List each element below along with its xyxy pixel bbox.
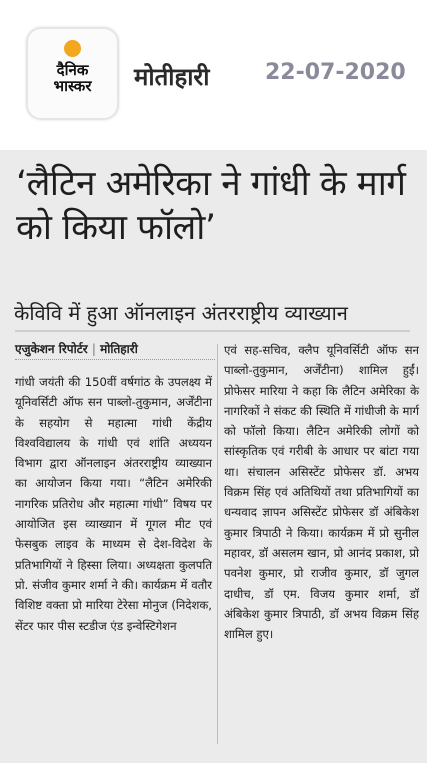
byline-separator: | (91, 342, 96, 356)
edition-city: मोतीहारी (134, 63, 210, 91)
logo-line-2: भास्कर (53, 77, 92, 95)
logo-line-1: दैनिक (56, 61, 89, 79)
article-headline: ‘लैटिन अमेरिका ने गांधी के मार्ग को किया फॉलो’ (16, 164, 406, 248)
divider-rule (15, 330, 410, 332)
byline-city: मोतिहारी (100, 342, 138, 356)
page-header (0, 0, 427, 120)
article-column-left: गांधी जयंती की 150वीं वर्षगांठ के उपलक्ष्य में यूनिवर्सिटी ऑफ सन पाब्लो-तुकुमान, अर्जेंटीना के सहयोग से महात्मा गांधी केंद्रीय विश्वविद्यालय के गांधी एवं शांति अध्ययन विभाग द्वारा ऑनलाइन अंतरराष्ट्रीय व्याख्यान का आयोजन किया गया। “लैटिन अमेरिकी नागरिक प्रतिरोध और महात्मा गांधी” विषय पर आयोजित इस व्याख्यान में गूगल मीट एवं फेसबुक लाइव के माध्यम से देश-विदेश के प्रतिभागियों ने हिस्सा लिया। अध्यक्षता कुलपति प्रो. संजीव कुमार शर्मा ने की। कार्यक्रम में वतौर विशिष्ट वक्ता प्रो मारिया टेरेसा मोनुज (निदेशक, सेंटर फार पीस स्टडीज एंड इन्वेस्टिगेशन (15, 375, 212, 633)
column-divider (217, 344, 218, 744)
sun-icon (64, 40, 81, 57)
edition-date: 22-07-2020 (265, 60, 406, 85)
dainik-bhaskar-logo (27, 28, 118, 119)
article-subheadline: केविवि में हुआ ऑनलाइन अंतरराष्ट्रीय व्याख्यान (14, 301, 348, 325)
byline (15, 340, 215, 360)
article-column-right: एवं सह-सचिव, क्लैप यूनिवर्सिटी ऑफ सन पाब्लो-तुकुमान, अर्जेंटीना) शामिल हुईं। प्रोफेसर मारिया ने कहा कि लैटिन अमेरिका के नागरिकों ने संकट की स्थिति में गांधीजी के मार्ग को फॉलो किया। लैटिन अमेरिकी लोगों को सांस्कृतिक एवं गरीबी के आधार पर बांटा गया था। संचालन असिस्टेंट प्रोफेसर डॉ. अभय विक्रम सिंह एवं अतिथियों तथा प्रतिभागियों का धन्यवाद ज्ञापन असिस्टेंट प्रोफेसर डॉ अंबिकेश कुमार त्रिपाठी ने किया। कार्यक्रम में प्रो सुनील महावर, डॉ असलम खान, प्रो आनंद प्रकाश, प्रो पवनेश कुमार, प्रो राजीव कुमार, डॉ जुगल दाधीच, डॉ एम. विजय कुमार शर्मा, डॉ अंबिकेश कुमार त्रिपाठी, डॉ अभय विक्रम सिंह शामिल हुए। (224, 343, 419, 642)
logo-text (28, 62, 117, 94)
byline-desk: एजुकेशन रिपोर्टर (15, 342, 88, 356)
